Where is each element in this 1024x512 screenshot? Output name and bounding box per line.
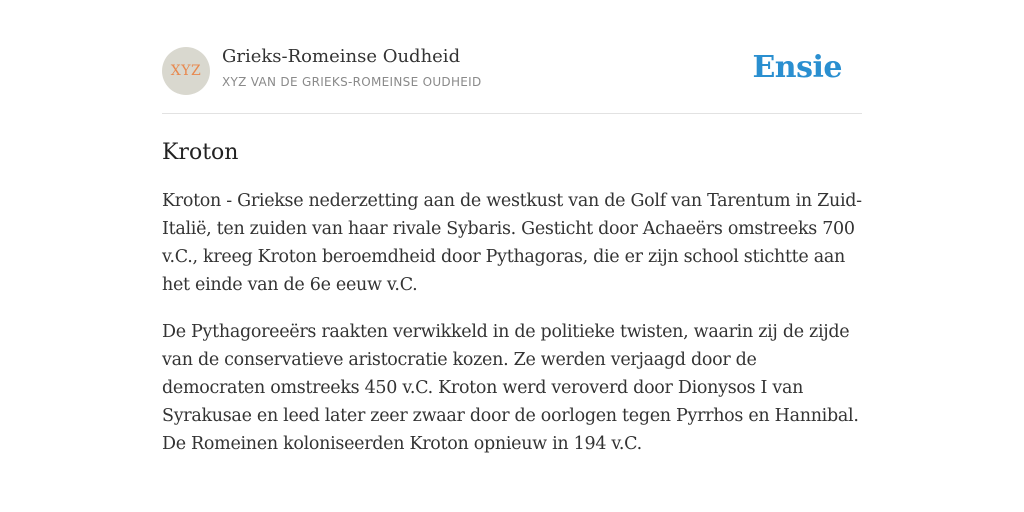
article-card — [162, 46, 862, 458]
article-header — [162, 46, 862, 114]
page-title: Kroton — [162, 140, 239, 165]
article-paragraph: Kroton - Griekse nederzetting aan de westkust van de Golf van Tarentum in Zuid-Italië, ten zuiden van haar rivale Sybaris. Gesticht door Achaeërs omstreeks 700 v.C., kreeg Kroton beroemdheid door Pythagoras, die er zijn school stichtte aan het einde van de 6e eeuw v.C. — [162, 191, 862, 295]
article-paragraph: De Pythagoreeërs raakten verwikkeld in de politieke twisten, waarin zij de zijde van de conservatieve aristocratie kozen. Ze werden verjaagd door de democraten omstreeks 450 v.C. Kroton werd veroverd door Dionysos I van Syrakusae en leed later zeer zwaar door de oorlogen tegen Pyrrhos en Hannibal. De Romeinen koloniseerden Kroton opnieuw in 194 v.C. — [162, 322, 859, 454]
avatar[interactable]: XYZ — [162, 47, 210, 95]
brand-logo[interactable]: Ensie — [752, 50, 842, 85]
author-subtitle: XYZ VAN DE GRIEKS-ROMEINSE OUDHEID — [222, 75, 482, 89]
author-name[interactable]: Grieks-Romeinse Oudheid — [222, 46, 461, 67]
